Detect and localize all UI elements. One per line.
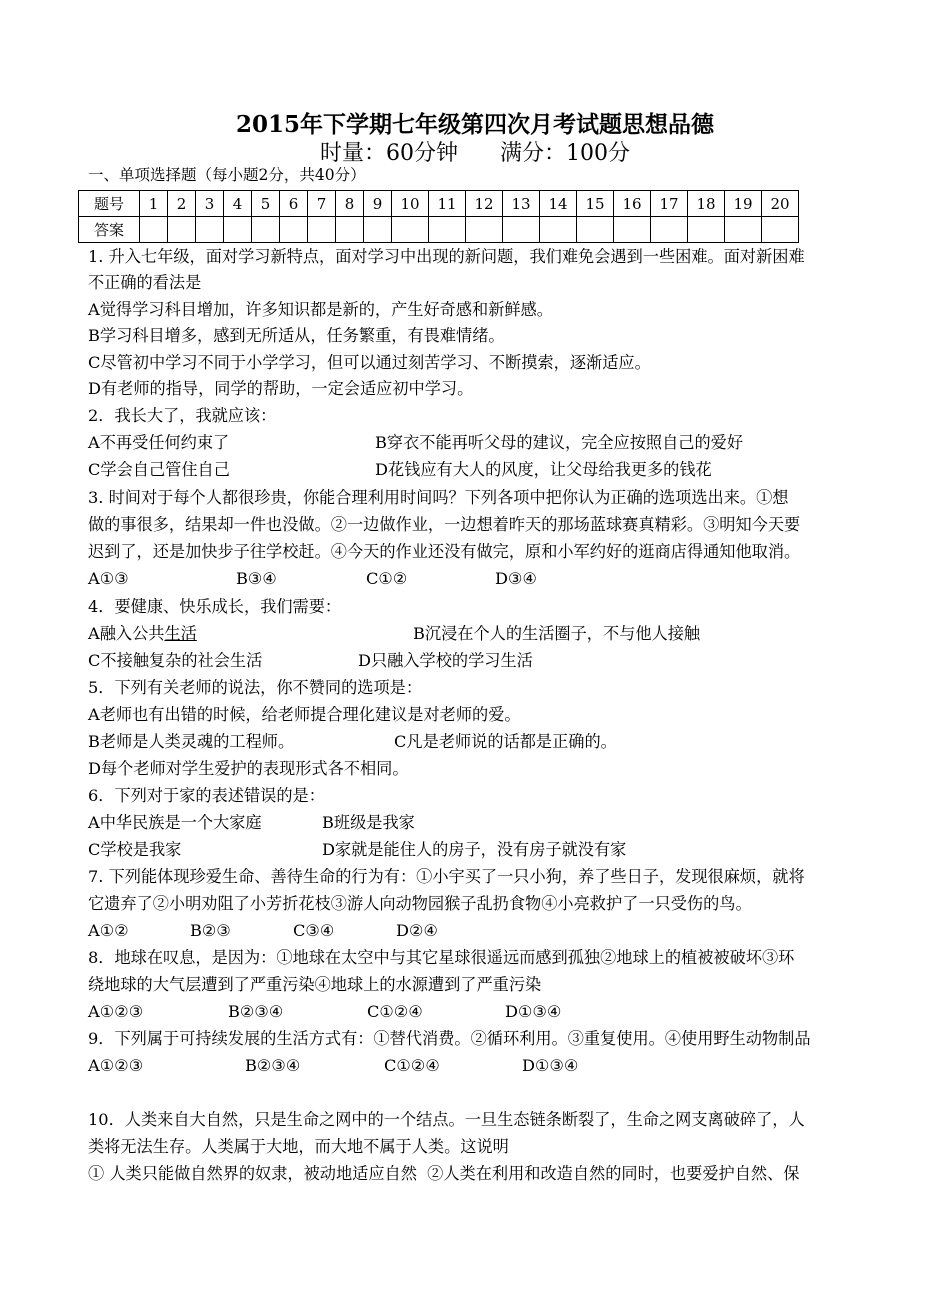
table-number-cell: 10: [392, 191, 429, 217]
q8-option-b: B②③④: [228, 1002, 284, 1021]
q4-stem: 4．要健康、快乐成长，我们需要：: [88, 597, 342, 616]
q10-stem-line: 类将无法生存。人类属于大地，而大地不属于人类。这说明: [88, 1137, 509, 1156]
answer-cell[interactable]: [651, 217, 688, 243]
q5-option-d: D每个老师对学生爱护的表现形式各不相同。: [88, 759, 409, 778]
table-number-cell: 18: [688, 191, 725, 217]
table-number-cell: 16: [614, 191, 651, 217]
q3-option-d: D③④: [495, 569, 538, 588]
q8-stem-line: 8．地球在叹息，是因为：①地球在太空中与其它星球很遥远而感到孤独②地球上的植被被破坏③环: [88, 948, 795, 967]
answer-cell[interactable]: [466, 217, 503, 243]
q9-option-c: C①②④: [384, 1056, 440, 1075]
answer-cell[interactable]: [336, 217, 364, 243]
q6-option-d: D家就是能住人的房子，没有房子就没有家: [322, 840, 627, 859]
q1-option-d: D有老师的指导，同学的帮助，一定会适应初中学习。: [88, 379, 474, 398]
answer-cell[interactable]: [762, 217, 799, 243]
answer-table-answer-row: [79, 217, 799, 243]
q7-option-a: A①②: [88, 921, 129, 940]
q3-stem-line: 3. 时间对于每个人都很珍贵，你能合理利用时间吗？下列各项中把你认为正确的选项选出来。①想: [88, 488, 789, 507]
q3-option-c: C①②: [366, 569, 408, 588]
section-heading: 一、单项选择题（每小题2分，共40分）: [88, 166, 366, 184]
table-number-cell: 9: [364, 191, 392, 217]
answer-cell[interactable]: [280, 217, 308, 243]
table-number-cell: 14: [540, 191, 577, 217]
q7-option-d: D②④: [396, 921, 439, 940]
table-number-cell: 2: [168, 191, 196, 217]
answer-cell[interactable]: [196, 217, 224, 243]
q3-option-a: A①③: [88, 569, 129, 588]
table-number-cell: 19: [725, 191, 762, 217]
answer-cell[interactable]: [224, 217, 252, 243]
q2-stem: 2．我长大了，我就应该：: [88, 406, 277, 425]
q5-stem: 5．下列有关老师的说法，你不赞同的选项是：: [88, 678, 423, 697]
answer-cell[interactable]: [540, 217, 577, 243]
table-number-cell: 4: [224, 191, 252, 217]
table-number-cell: 8: [336, 191, 364, 217]
q1-option-c: C尽管初中学习不同于小学学习，但可以通过刻苦学习、不断摸索，逐渐适应。: [88, 353, 651, 372]
q7-stem-line: 7. 下列能体现珍爱生命、善待生命的行为有：①小宇买了一只小狗，养了些日子，发现很麻烦，就将: [88, 867, 805, 886]
table-header-cell: 答案: [79, 217, 140, 243]
q8-option-a: A①②③: [88, 1002, 144, 1021]
q9-option-b: B②③④: [245, 1056, 301, 1075]
q9-option-a: A①②③: [88, 1056, 144, 1075]
q6-stem: 6．下列对于家的表述错误的是：: [88, 786, 325, 805]
table-number-cell: 17: [651, 191, 688, 217]
q2-option-d: D花钱应有大人的风度，让父母给我更多的钱花: [375, 460, 712, 479]
q5-option-b: B老师是人类灵魂的工程师。: [88, 732, 295, 751]
answer-cell[interactable]: [688, 217, 725, 243]
q8-option-c: C①②④: [367, 1002, 423, 1021]
q9-stem: 9．下列属于可持续发展的生活方式有：①替代消费。②循环利用。③重复使用。④使用野生动物制品: [88, 1029, 811, 1048]
table-number-cell: 1: [140, 191, 168, 217]
answer-cell[interactable]: [503, 217, 540, 243]
q6-option-a: A中华民族是一个大家庭: [88, 813, 262, 832]
table-number-cell: 13: [503, 191, 540, 217]
table-number-cell: 15: [577, 191, 614, 217]
table-number-cell: 12: [466, 191, 503, 217]
q1-stem-line: 1. 升入七年级，面对学习新特点，面对学习中出现的新问题，我们难免会遇到一些困难。面对新困难: [88, 247, 805, 266]
q6-option-b: B班级是我家: [322, 813, 415, 832]
q1-option-b: B学习科目增多，感到无所适从，任务繁重，有畏难情绪。: [88, 326, 505, 345]
answer-cell[interactable]: [252, 217, 280, 243]
q10-stem-line: ① 人类只能做自然界的奴隶，被动地适应自然 ②人类在利用和改造自然的同时，也要爱护自然、保: [88, 1164, 800, 1183]
q5-option-c: C凡是老师说的话都是正确的。: [394, 732, 617, 751]
q5-option-a: A老师也有出错的时候，给老师提合理化建议是对老师的爱。: [88, 705, 521, 724]
answer-cell[interactable]: [429, 217, 466, 243]
table-number-cell: 6: [280, 191, 308, 217]
answer-cell[interactable]: [725, 217, 762, 243]
q2-option-c: C学会自己管住自己: [88, 460, 230, 479]
table-number-cell: 20: [762, 191, 799, 217]
q2-option-b: B穿衣不能再听父母的建议，完全应按照自己的爱好: [375, 433, 744, 452]
exam-subtitle: 时量：60分钟 满分：100分: [320, 141, 630, 166]
q4-option-b: B沉浸在个人的生活圈子，不与他人接触: [413, 624, 701, 643]
q1-option-a: A觉得学习科目增加，许多知识都是新的，产生好奇感和新鲜感。: [88, 300, 553, 319]
answer-table-number-row: [79, 191, 799, 217]
q4-option-c: C不接触复杂的社会生活: [88, 651, 263, 670]
q7-stem-line: 它遗弃了②小明劝阻了小芳折花枝③游人向动物园猴子乱扔食物④小亮救护了一只受伤的鸟。: [88, 894, 752, 913]
answer-cell[interactable]: [168, 217, 196, 243]
answer-cell[interactable]: [392, 217, 429, 243]
answer-table: [78, 190, 799, 243]
q4-option-d: D只融入学校的学习生活: [358, 651, 533, 670]
table-number-cell: 5: [252, 191, 280, 217]
table-number-cell: 7: [308, 191, 336, 217]
q3-option-b: B③④: [236, 569, 277, 588]
answer-cell[interactable]: [140, 217, 168, 243]
answer-cell[interactable]: [364, 217, 392, 243]
q3-stem-line: 做的事很多，结果却一件也没做。②一边做作业，一边想着昨天的那场蓝球赛真精彩。③明知今天要: [88, 515, 801, 534]
q10-stem-line: 10．人类来自大自然，只是生命之网中的一个结点。一旦生态链条断裂了，生命之网支离破碎了，人: [88, 1110, 805, 1129]
answer-cell[interactable]: [577, 217, 614, 243]
table-number-cell: 3: [196, 191, 224, 217]
q4-option-a-underlined: 生活: [164, 624, 197, 643]
q7-option-c: C③④: [293, 921, 335, 940]
q8-option-d: D①③④: [505, 1002, 562, 1021]
q7-option-b: B②③: [190, 921, 231, 940]
q6-option-c: C学校是我家: [88, 840, 182, 859]
q4-option-a: [88, 621, 197, 647]
q9-option-d: D①③④: [522, 1056, 579, 1075]
q2-option-a: A不再受任何约束了: [88, 433, 230, 452]
table-header-cell: 题号: [79, 191, 140, 217]
q1-stem-line: 不正确的看法是: [88, 273, 202, 292]
answer-cell[interactable]: [308, 217, 336, 243]
q4-option-a-prefix: A融入公共: [88, 624, 165, 643]
exam-title: 2015年下学期七年级第四次月考试题思想品德: [235, 111, 714, 138]
table-number-cell: 11: [429, 191, 466, 217]
answer-cell[interactable]: [614, 217, 651, 243]
q3-stem-line: 迟到了，还是加快步子往学校赶。④今天的作业还没有做完，原和小军约好的逛商店得通知他取消。: [88, 542, 801, 561]
q8-stem-line: 绕地球的大气层遭到了严重污染④地球上的水源遭到了严重污染: [88, 975, 542, 994]
